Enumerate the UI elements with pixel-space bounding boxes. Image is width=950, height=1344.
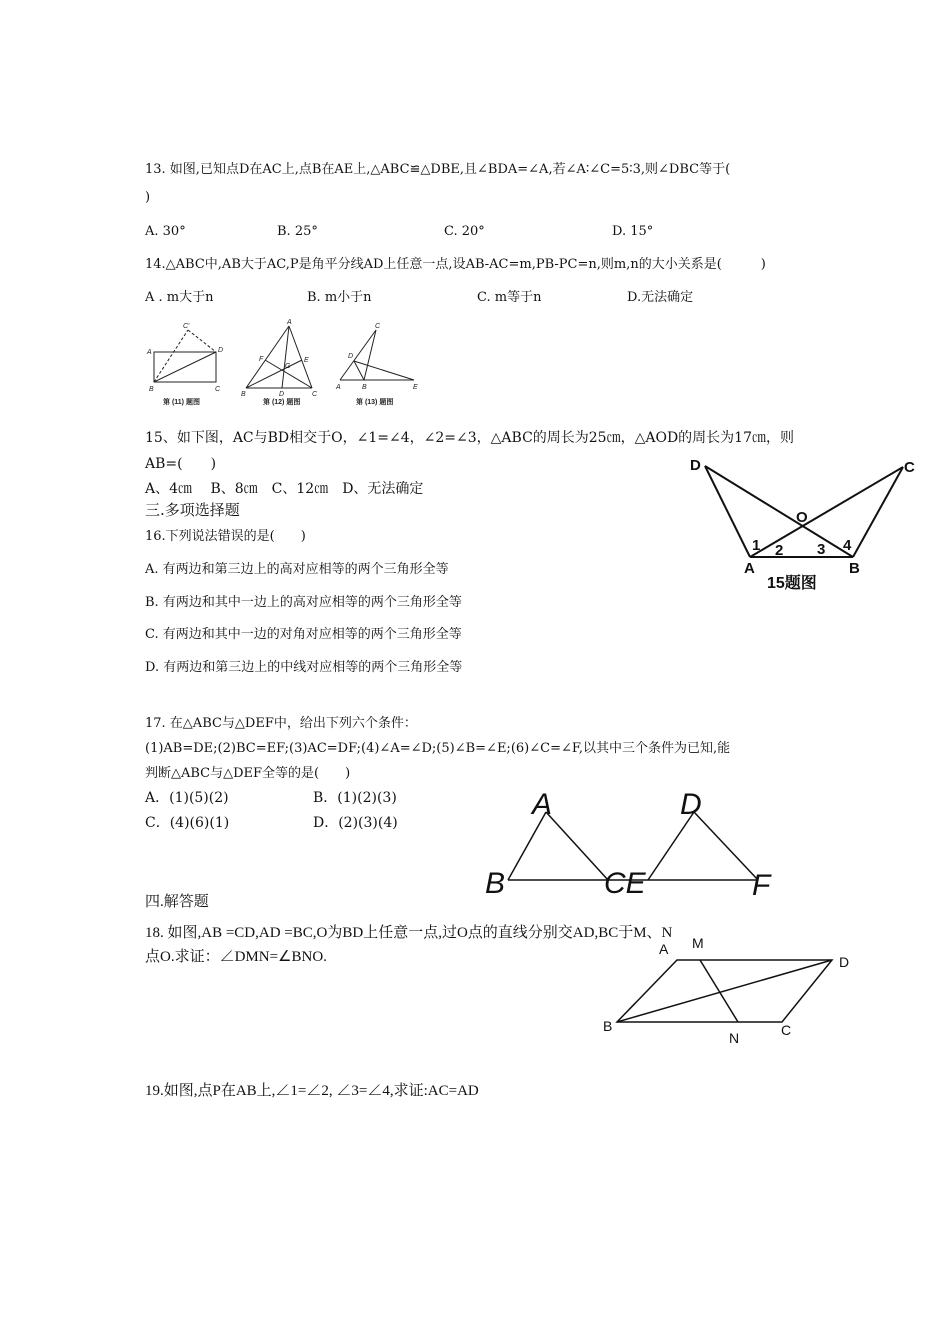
fig17-label-f: F — [752, 869, 771, 902]
fig15-label-2: 2 — [775, 542, 784, 559]
q17-option-c: C．(4)(6)(1) — [145, 815, 230, 831]
q13-option-a: A. 30° — [145, 224, 186, 239]
fig17-label-ce: CE — [604, 867, 646, 900]
fig13-label-d: D — [348, 353, 354, 360]
fig18-label-a: A — [659, 941, 669, 957]
fig18-line-mn — [700, 960, 738, 1022]
fig15-caption: 15题图 — [767, 575, 817, 592]
q13-option-d: D. 15° — [612, 224, 654, 239]
q15-options: A、4㎝ B、8㎝ C、12㎝ D、无法确定 — [145, 481, 424, 497]
fig11-label-c: C — [215, 386, 221, 393]
fig15-label-1: 1 — [752, 537, 761, 554]
fig17-label-a: A — [532, 788, 553, 821]
q15-stem: 15、如下图，AC与BD相交于O，∠1=∠4，∠2=∠3，△ABC的周长为25㎝，△AOD的周长为17㎝，则 — [145, 430, 794, 446]
q16-stem: 16.下列说法错误的是( ) — [145, 529, 306, 544]
fig11-caption: 第 (11) 题图 — [163, 399, 200, 406]
q17-option-b: B．(1)(2)(3) — [313, 790, 397, 806]
q16-option-d: D. 有两边和第三边上的中线对应相等的两个三角形全等 — [145, 660, 463, 675]
fig18-diagonal-bd — [617, 960, 832, 1022]
fig12-caption: 第 (12) 题图 — [263, 399, 301, 406]
fig18-label-m: M — [692, 935, 704, 951]
q18-stem: 18. 如图,AB =CD,AD =BC,O为BD上任意一点,过O点的直线分别交AD,BC于M、N — [145, 925, 673, 941]
q13-stem: 13. 如图,已知点D在AC上,点B在AE上,△ABC≌△DBE,且∠BDA=∠A,若∠A∶∠C=5∶3,则∠DBC等于( — [145, 162, 731, 177]
fig18-label-d: D — [839, 954, 850, 970]
q14-option-c: C. m等于n — [477, 290, 542, 305]
fig11-label-c-prime: C′ — [183, 323, 190, 330]
q15-stem-2: AB=( ) — [145, 456, 217, 472]
q19-stem: 19.如图,点P在AB上,∠1=∠2, ∠3=∠4,求证:AC=AD — [145, 1083, 479, 1099]
fig15-label-3: 3 — [817, 541, 826, 558]
fig12-label-d: D — [279, 391, 285, 398]
fig15-label-b: B — [849, 560, 860, 577]
q17-stem: 17. 在△ABC与△DEF中，给出下列六个条件： — [145, 716, 417, 731]
fig11-label-a: A — [147, 349, 152, 356]
q16-option-c: C. 有两边和其中一边的对角对应相等的两个三角形全等 — [145, 627, 462, 642]
fig18-label-b: B — [603, 1018, 613, 1034]
fig12-label-f: F — [259, 356, 264, 363]
fig12-label-b: B — [241, 391, 246, 398]
q14-option-a: A . m大于n — [145, 290, 214, 305]
fig12-label-a: A — [287, 319, 292, 326]
fig15-label-4: 4 — [843, 537, 852, 554]
fig13-label-b: B — [362, 384, 367, 391]
fig12-label-e: E — [304, 357, 309, 364]
fig17-label-d: D — [680, 788, 702, 821]
q17-option-a: A．(1)(5)(2) — [145, 790, 229, 806]
fig15-label-o: O — [796, 509, 808, 526]
q13-option-c: C. 20° — [444, 224, 485, 239]
fig13-label-a: A — [336, 384, 341, 391]
q18-prove: 点O.求证：∠DMN=∠BNO. — [145, 949, 327, 965]
fig18-label-c: C — [781, 1022, 792, 1038]
q16-option-a: A. 有两边和第三边上的高对应相等的两个三角形全等 — [145, 562, 449, 577]
q14-option-b: B. m小于n — [307, 290, 372, 305]
fig11-label-b: B — [149, 386, 154, 393]
fig13-label-e: E — [413, 384, 418, 391]
q17-option-d: D．(2)(3)(4) — [313, 815, 398, 831]
fig15-label-a: A — [744, 560, 755, 577]
q14-option-d: D.无法确定 — [627, 290, 694, 305]
fig15-label-c: C — [904, 459, 915, 476]
fig13-caption: 第 (13) 题图 — [356, 399, 394, 406]
q13-option-b: B. 25° — [277, 224, 318, 239]
fig12-label-g: G — [285, 363, 291, 370]
fig15-label-d: D — [690, 457, 701, 474]
q17-conditions: (1)AB=DE;(2)BC=EF;(3)AC=DF;(4)∠A=∠D;(5)∠B=∠E;(6)∠C=∠F,以其中三个条件为已知,能 — [145, 741, 731, 756]
section-3-heading: 三.多项选择题 — [145, 501, 240, 519]
q13-stem-close: ) — [145, 190, 151, 205]
fig11-label-d: D — [218, 347, 224, 354]
fig13-label-c: C — [375, 323, 381, 330]
fig17-label-b: B — [485, 867, 506, 900]
fig12-label-c: C — [312, 391, 318, 398]
q17-question: 判断△ABC与△DEF全等的是( ) — [145, 766, 351, 781]
q14-stem: 14.△ABC中,AB大于AC,P是角平分线AD上任意一点,设AB-AC=m,PB-PC=n,则m,n的大小关系是( ) — [145, 257, 766, 272]
fig18-label-n: N — [729, 1030, 740, 1046]
section-4-heading: 四.解答题 — [145, 894, 209, 910]
q16-option-b: B. 有两边和其中一边上的高对应相等的两个三角形全等 — [145, 595, 462, 610]
